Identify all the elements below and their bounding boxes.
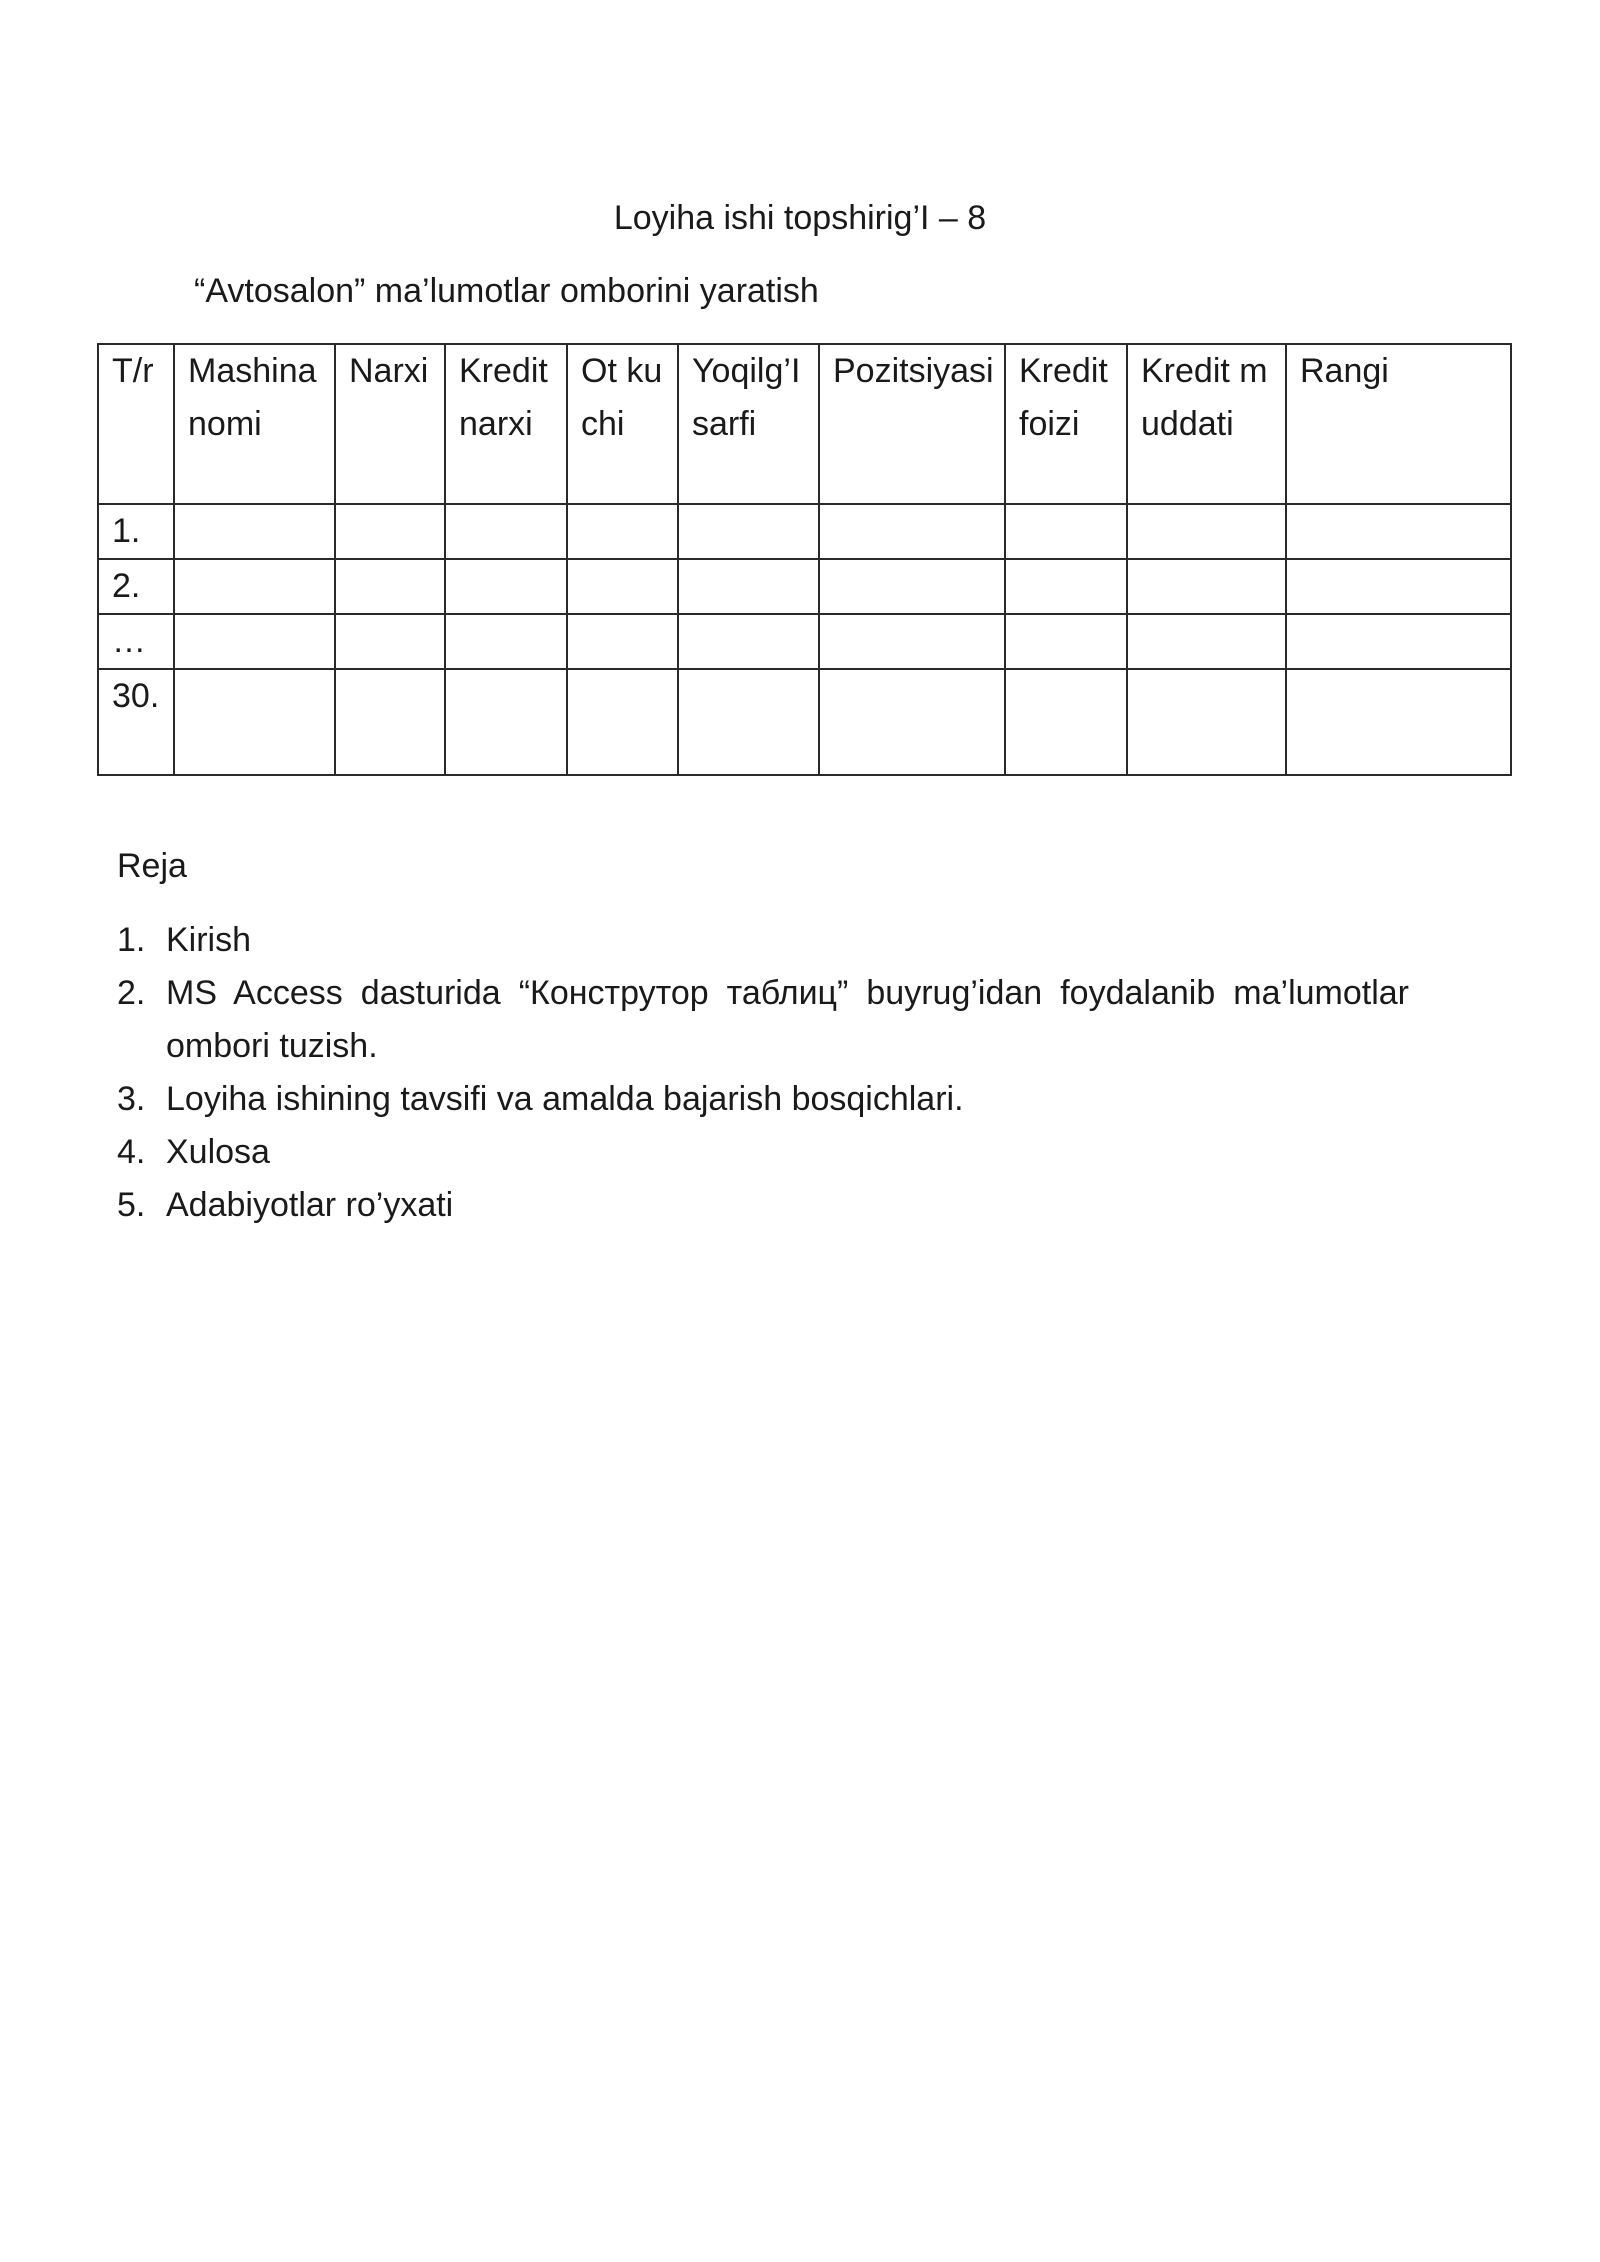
- table-cell: [1286, 504, 1511, 559]
- header-tr: T/r: [98, 344, 174, 504]
- table-row: [98, 559, 1511, 614]
- table-cell: [1286, 614, 1511, 669]
- table-cell: [678, 669, 819, 775]
- header-narxi: Narxi: [335, 344, 445, 504]
- list-item-number: 2.: [117, 974, 146, 1012]
- page-title: Loyiha ishi topshirig’I – 8: [613, 199, 987, 237]
- header-mashina-nomi: Mashina nomi: [174, 344, 335, 504]
- table-cell: [819, 559, 1005, 614]
- table-cell: [678, 559, 819, 614]
- list-item-number: 3.: [117, 1080, 146, 1118]
- table-cell: [678, 504, 819, 559]
- table-cell: [567, 559, 678, 614]
- table-cell: [174, 559, 335, 614]
- table-cell: [174, 614, 335, 669]
- table-row: [98, 504, 1511, 559]
- list-item-text: Kirish: [166, 921, 252, 959]
- table-cell: [335, 504, 445, 559]
- table-row: [98, 669, 1511, 775]
- table-row: [98, 614, 1511, 669]
- list-item: [117, 1179, 1409, 1232]
- reja-list: [117, 914, 1409, 1232]
- table-cell: [1127, 504, 1286, 559]
- table-cell: [445, 669, 567, 775]
- table-cell: [445, 614, 567, 669]
- table-cell: [1286, 559, 1511, 614]
- list-item-number: 5.: [117, 1186, 146, 1224]
- table-cell: [678, 614, 819, 669]
- table-cell: [335, 559, 445, 614]
- list-item: [117, 1126, 1409, 1179]
- list-item: [117, 967, 1409, 1073]
- avtosalon-table: [97, 343, 1512, 776]
- table-cell: [567, 504, 678, 559]
- header-pozitsiyasi: Pozitsiyasi: [819, 344, 1005, 504]
- table-cell: [819, 504, 1005, 559]
- list-item-text: MS Access dasturida “Конструтор таблиц” buyrug’idan foydalanib ma’lumotlar ombori tuzish.: [166, 974, 1409, 1065]
- table-cell: [1127, 614, 1286, 669]
- list-item-number: 1.: [117, 921, 146, 959]
- list-item-text: Adabiyotlar ro’yxati: [166, 1186, 454, 1224]
- table-cell: [819, 614, 1005, 669]
- row-number-cell: 30.: [98, 669, 174, 775]
- table-cell: [445, 559, 567, 614]
- header-ot-kuchi: Ot kuchi: [567, 344, 678, 504]
- table-cell: [1005, 614, 1127, 669]
- header-rangi: Rangi: [1286, 344, 1511, 504]
- table-cell: [819, 669, 1005, 775]
- table-cell: [1127, 559, 1286, 614]
- table-cell: [1005, 669, 1127, 775]
- row-number-cell: 2.: [98, 559, 174, 614]
- table-cell: [335, 614, 445, 669]
- header-kredit-muddati: Kredit muddati: [1127, 344, 1286, 504]
- table-cell: [445, 504, 567, 559]
- header-kredit-narxi: Kredit narxi: [445, 344, 567, 504]
- table-cell: [1286, 669, 1511, 775]
- table-cell: [1127, 669, 1286, 775]
- list-item-number: 4.: [117, 1133, 146, 1171]
- table-cell: [567, 669, 678, 775]
- table-cell: [174, 669, 335, 775]
- table-cell: [174, 504, 335, 559]
- table-cell: [567, 614, 678, 669]
- header-yoqilgi-sarfi: Yoqilg’I sarfi: [678, 344, 819, 504]
- row-number-cell: …: [98, 614, 174, 669]
- table-header-row: [98, 344, 1511, 504]
- list-item: [117, 1073, 1409, 1126]
- table-cell: [1005, 559, 1127, 614]
- list-item-text: Xulosa: [166, 1133, 270, 1171]
- list-item: [117, 914, 1409, 967]
- list-item-text: Loyiha ishining tavsifi va amalda bajarish bosqichlari.: [166, 1080, 964, 1118]
- reja-heading: Reja: [117, 847, 187, 885]
- row-number-cell: 1.: [98, 504, 174, 559]
- header-kredit-foizi: Kredit foizi: [1005, 344, 1127, 504]
- table-cell: [1005, 504, 1127, 559]
- table-cell: [335, 669, 445, 775]
- page-subtitle: “Avtosalon” ma’lumotlar omborini yaratish: [194, 272, 819, 310]
